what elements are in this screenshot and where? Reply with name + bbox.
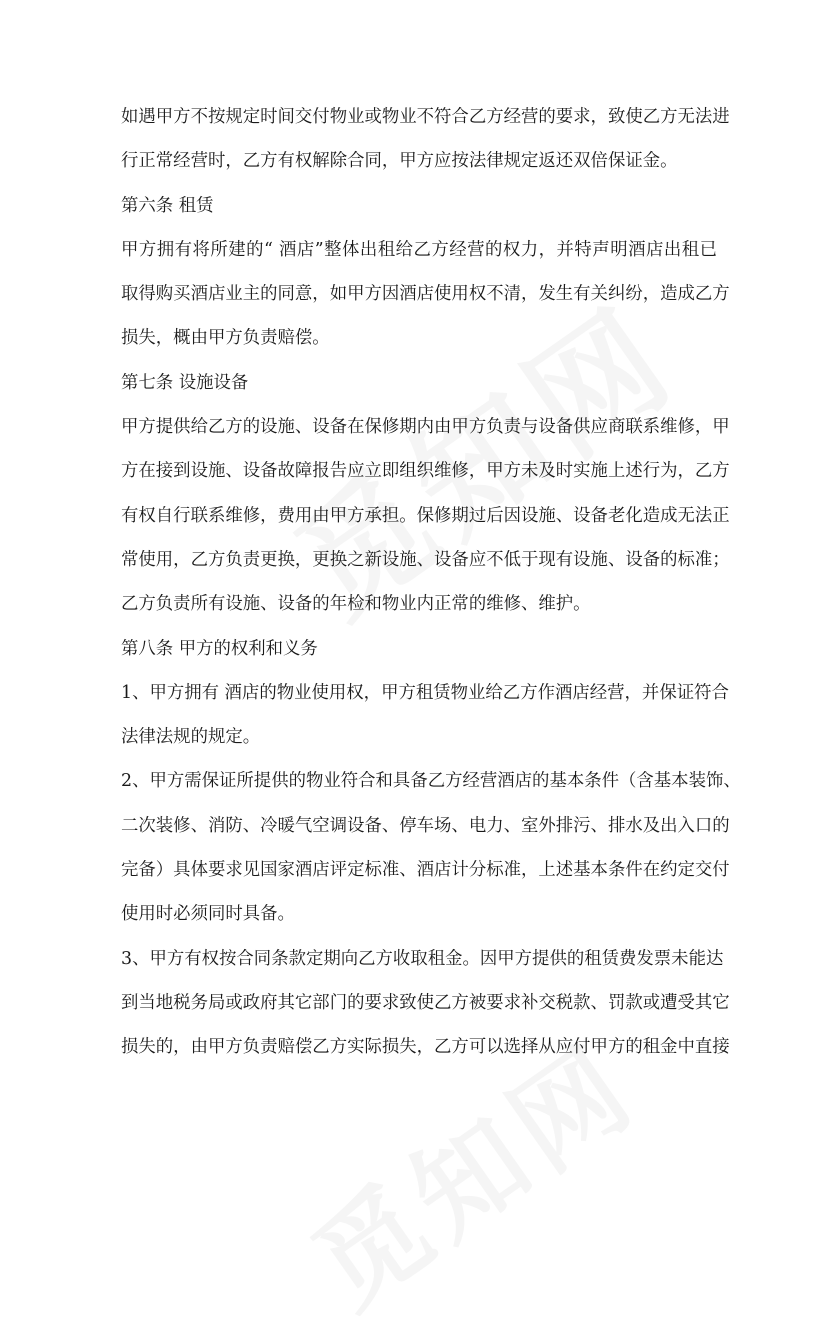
- paragraph-line: 有权自行联系维修，费用由甲方承担。保修期过后因设施、设备老化造成无法正: [121, 505, 730, 526]
- paragraph-line: 法律法规的规定。: [121, 727, 261, 748]
- paragraph-line: 损失，概由甲方负责赔偿。: [121, 328, 330, 349]
- section-heading: 第七条 设施设备: [121, 372, 249, 393]
- paragraph-line: 甲方提供给乙方的设施、设备在保修期内由甲方负责与设备供应商联系维修，甲: [121, 417, 730, 438]
- paragraph-line: 使用时必须同时具备。: [121, 904, 295, 925]
- paragraph-line: 乙方负责所有设施、设备的年检和物业内正常的维修、维护。: [121, 594, 591, 615]
- section-heading: 第六条 租赁: [121, 195, 214, 216]
- paragraph-line: 取得购买酒店业主的同意，如甲方因酒店使用权不清，发生有关纠纷，造成乙方: [121, 284, 730, 305]
- paragraph-line: 完备）具体要求见国家酒店评定标准、酒店计分标准，上述基本条件在约定交付: [121, 860, 730, 881]
- paragraph-line: 方在接到设施、设备故障报告应立即组织维修，甲方未及时实施上述行为，乙方: [121, 461, 730, 482]
- paragraph-line: 3、甲方有权按合同条款定期向乙方收取租金。因甲方提供的租赁费发票未能达: [121, 948, 724, 969]
- document-body: [121, 104, 741, 1079]
- paragraph-line: 如遇甲方不按规定时间交付物业或物业不符合乙方经营的要求，致使乙方无法进: [121, 107, 730, 127]
- paragraph-line: 损失的，由甲方负责赔偿乙方实际损失，乙方可以选择从应付甲方的租金中直接: [121, 1037, 730, 1058]
- section-heading: 第八条 甲方的权利和义务: [121, 638, 318, 659]
- paragraph-line: 行正常经营时，乙方有权解除合同，甲方应按法律规定返还双倍保证金。: [121, 151, 678, 172]
- paragraph-line: 常使用，乙方负责更换，更换之新设施、设备应不低于现有设施、设备的标准；: [121, 549, 730, 570]
- paragraph-line: 二次装修、消防、冷暖气空调设备、停车场、电力、室外排污、排水及出入口的: [121, 815, 730, 836]
- paragraph-line: 2、甲方需保证所提供的物业符合和具备乙方经营酒店的基本条件（含基本装饰、: [121, 771, 741, 792]
- paragraph-line: 1、甲方拥有 酒店的物业使用权，甲方租赁物业给乙方作酒店经营，并保证符合: [121, 682, 729, 703]
- paragraph-line: 甲方拥有将所建的“ 酒店”整体出租给乙方经营的权力，并特声明酒店出租已: [121, 239, 717, 260]
- paragraph-line: 到当地税务局或政府其它部门的要求致使乙方被要求补交税款、罚款或遭受其它: [121, 992, 730, 1013]
